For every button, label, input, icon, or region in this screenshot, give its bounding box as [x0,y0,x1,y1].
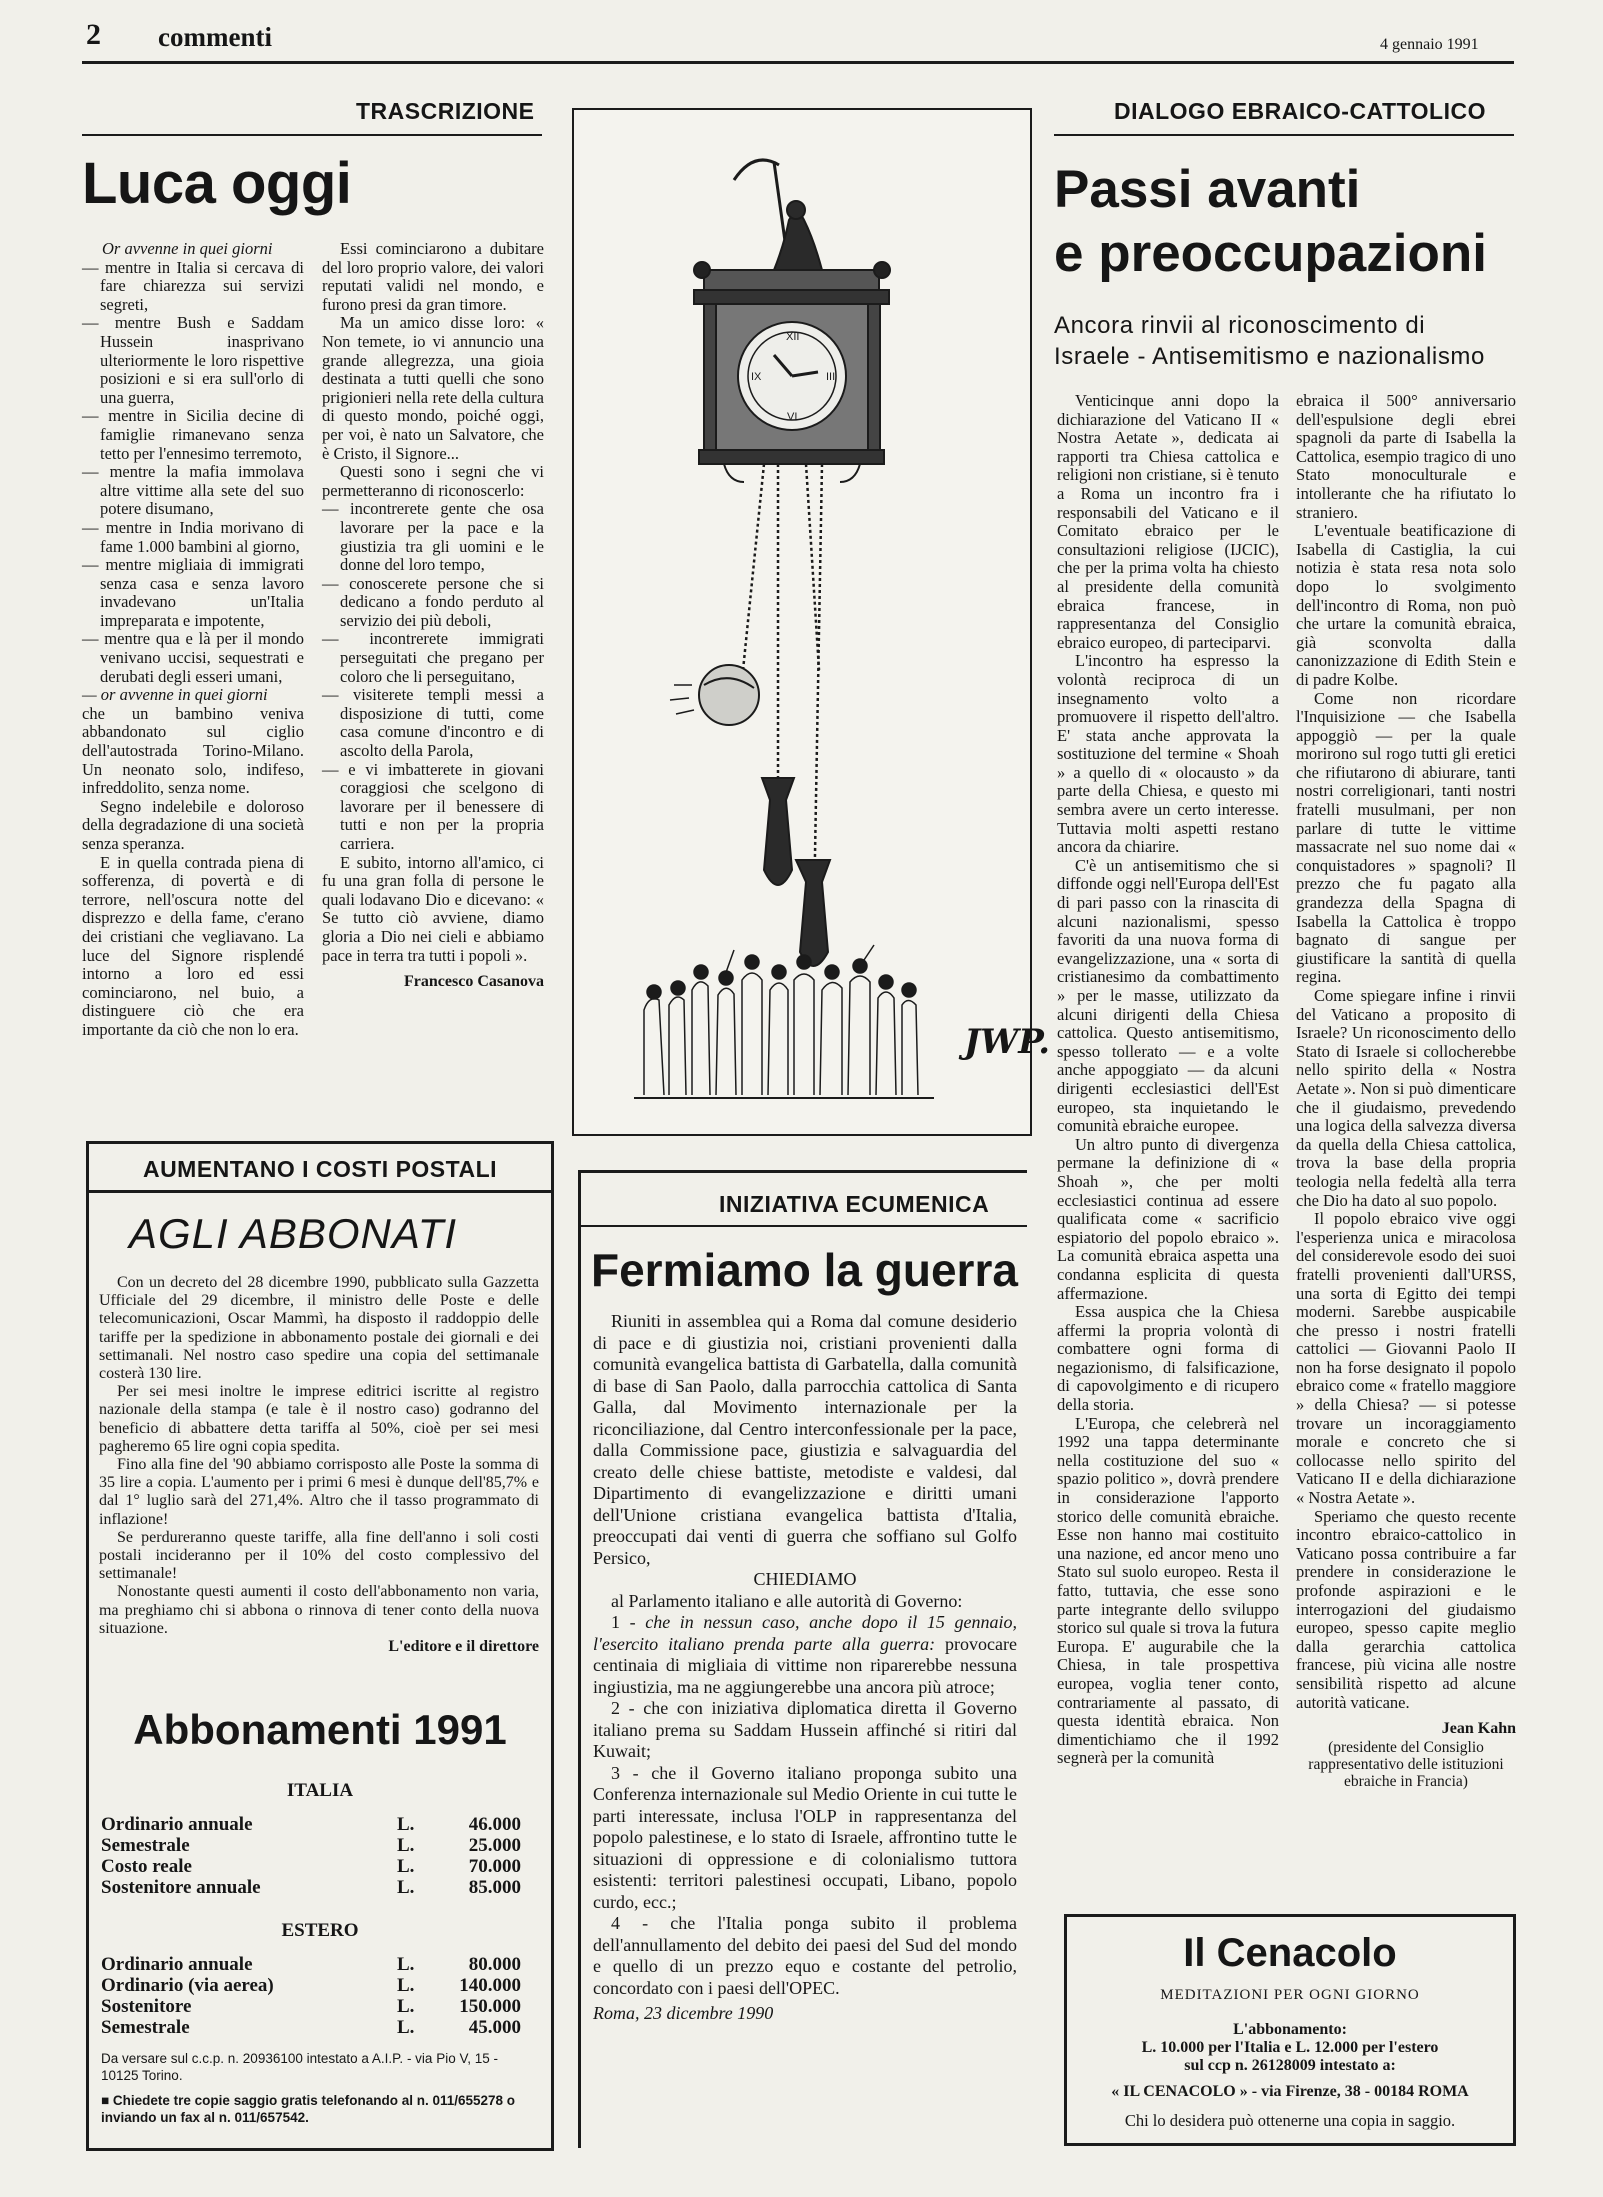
postal-text [99,1274,539,1656]
cenacolo-subscription [1067,2021,1513,2075]
list-item: — incontrerete gente che osa lavorare per la pace e la giustizia tra gli uomini e le donne del loro tempo, [322,500,544,574]
paragraph: L'incontro ha espresso la volontà reciproca di un insegnamento volto a promuovere il rispetto dell'altro. E' stata anche approvata la sostituzione del termine « Shoah » a quello di « olocausto » da parte della Chiesa, e questo mi sembra avere un certo interesse. Tuttavia molti aspetti restano ancora da chiarire. [1057,651,1279,857]
article-dialogo-col2 [1296,392,1516,1790]
svg-text:VI: VI [787,411,798,423]
ecumenical-box [578,1170,1027,2148]
paragraph: Speriamo che questo recente incontro ebraico-cattolico in Vaticano possa contribuire a far prendere in considerazione le profonde aspirazioni e le interrogazioni del giudaismo europeo, spesso capite meglio dalla gerarchia cattolica francese, più vicina alle nostre sensibilità rispetto ad alcune autorità vaticane. [1296,1506,1516,1712]
paragraph: Se perdureranno queste tariffe, alla fine dell'anno i soli costi postali incideranno per il 10% del costo complessivo del settimanale! [99,1528,539,1583]
items-list [82,259,304,705]
cenacolo-account-line: sul ccp n. 26128009 intestato a: [1184,2057,1396,2074]
author-casanova: Francesco Casanova [404,973,544,991]
paragraph: Con un decreto del 28 dicembre 1990, pubblicato sulla Gazzetta Ufficiale del 29 dicembre, il ministro delle Poste e delle telecomunicazioni, Oscar Mammì, ha disposto il raddoppio delle tariffe per la spedizione in abbonamento postale dei giornali e dei settimanali. Nel nostro caso spedire una copia del settimanale costerà 130 lire. [99,1274,539,1383]
kicker-costi-postali: AUMENTANO I COSTI POSTALI [142,1156,498,1182]
paragraph: ebraica il 500° anniversario dell'espulsione degli ebrei spagnoli da parte di Isabella la Cattolica, esempio tragico di uno Stato monoculturale e intollerante che ha rifiutato lo straniero. [1296,391,1516,522]
label-estero: ESTERO [281,1920,359,1941]
headline-line-1: Passi avanti [1054,160,1361,219]
cenacolo-address: « IL CENACOLO » - via Firenze, 38 - 00184 ROMA [1111,2083,1469,2100]
cenacolo-sub-heading: L'abbonamento: [1233,2021,1347,2038]
cenacolo-note: Chi lo desidera può ottenerne una copia in saggio. [1124,2111,1456,2130]
place-date: Roma, 23 dicembre 1990 [593,2003,774,2023]
sample-note: ■ Chiedete tre copie saggio gratis telefonando al n. 011/655278 o inviando un fax al n. 011/657542. [101,2093,516,2125]
price-row: Semestrale L. 45.000 [101,2017,521,2038]
intro-line: Or avvenne in quei giorni [102,239,273,258]
clock-body [694,262,890,482]
price-row: Sostenitore annuale L. 85.000 [101,1877,521,1898]
paragraph: C'è un antisemitismo che si diffonde oggi nell'Europa dell'Est di pari passo con la rinascita di alcuni nazionalismi, spesso favoriti da una nuova forma di evangelizzazione, una « sorta di cristianesimo da combattimento » per le masse, utilizzato da alcuni dirigenti della Chiesa cattolica. Questo antisemitismo, spesso tollerato — e a volte anche appoggiato — da alcuni dirigenti ecclesiastici dell'Est europeo, sta inquietando le comunità ebraiche europee. [1057,855,1279,1136]
bullet-square-icon: ■ [101,2093,113,2108]
headline-passi-avanti [1054,158,1524,286]
list-item: — incontrerete immigrati perseguitati che pregano per coloro che li perseguitano, [322,630,544,686]
list-item: — mentre in India morivano di fame 1.000 bambini al giorno, [82,519,304,556]
title-il-cenacolo: Il Cenacolo [1183,1931,1397,1975]
price-row: Costo reale L. 70.000 [101,1856,521,1877]
cenacolo-price-line: L. 10.000 per l'Italia e L. 12.000 per l'estero [1141,2039,1439,2056]
list-item: — visiterete templi messi a disposizione di tutti, come casa comune d'incontro e di ascolto della Parola, [322,686,544,760]
payment-note: Da versare sul c.c.p. n. 20936100 intestato a A.I.P. - via Pio V, 15 - 10125 Torino. [101,2051,498,2083]
author-role: (presidente del Consiglio rappresentativo delle istituzioni ebraiche in Francia) [1308,1738,1504,1790]
postal-subscription-box [86,1141,554,2151]
price-table-estero [101,1954,521,2038]
paragraph: Come non ricordare l'Inquisizione — che Isabella appoggiò — per la quale morirono sul rogo tutti gli eretici che rifiutarono di abiurare, tanti nostri correligionari, tanti nostri fratelli musulmani, per non parlare di tutte le vittime massacrate nel suo nome dai « conquistadores » spagnoli? Il prezzo che fu pagato alla grandezza della Spagna di Isabella la Cattolica è troppo bagnato di sangue per giustificare la santità di quella regina. [1296,688,1516,987]
list-item: — mentre migliaia di immigrati senza casa e senza lavoro invadevano un'Italia impreparata e impotente, [82,556,304,630]
label-italia: ITALIA [286,1780,354,1801]
price-row: Ordinario annuale L. 46.000 [101,1814,521,1835]
cartoonist-signature: JWP. [964,1022,1051,1062]
globe-pendulum [670,665,759,725]
point-3: 3 - che il Governo italiano proponga subito una Conferenza internazionale sul Medio Oriente in cui tutte le parti interessate, inclusa l'OLP in rappresentanza del popolo palestinese, e lo stato di Israele, affrontino tutte le situazioni di oppressione e di colonialismo tuttora esistenti: territori palestinesi occupati, Libano, popolo curdo, ecc.; [593,1762,1018,1912]
bomb-weights [762,778,830,966]
svg-text:XII: XII [786,331,800,343]
paragraph: Essa auspica che la Chiesa affermi la propria volontà di combattere ogni forma di negazionismo, di falsificazione, di capovolgimento e di ricupero della storia. [1057,1302,1279,1415]
list-item: — mentre qua e là per il mondo venivano uccisi, sequestrati e derubati degli esseri umani, [82,630,304,686]
paragraph: E subito, intorno all'amico, ci fu una gran folla di persone le quali lodavano Dio e dicevano: « Se tutto ciò avviene, diamo gloria a Dio nei cieli e abbiamo pace in terra tra tutti i popoli ». [322,852,544,965]
cartoon-frame [572,108,1051,1136]
paragraph: L'eventuale beatificazione di Isabella di Castiglia, la cui notizia è stata resa nota solo dopo lo svolgimento dell'incontro di Roma, non può che urtare la comunità ebraica, già sconvolta dalla canonizzazione di Edith Stein e di padre Kolbe. [1296,521,1516,689]
kicker-dialogo: DIALOGO EBRAICO-CATTOLICO [1114,98,1486,124]
list-item: — mentre in Italia si cercava di fare chiarezza sui servizi segreti, [82,259,304,315]
article-luca-oggi-col2 [322,240,544,992]
paragraph: Il popolo ebraico vive oggi l'esperienza unica e miracolosa del considerevole esodo dei suoi fratelli provenienti dall'URSS, una sorta di Egitto dei tempi moderni. Sarebbe auspicabile che presso i nostri fratelli cattolici — Giovanni Paolo II non ha forse designato il popolo ebraico come « fratello maggiore » della Chiesa? — si potesse trovare un incoraggiamento morale e concreto che si collocasse nello spirito del Vaticano II e della dichiarazione « Nostra Aetate ». [1296,1209,1516,1508]
headline-line-2: e preoccupazioni [1054,224,1487,283]
kicker-trascrizione: TRASCRIZIONE [356,98,535,124]
list-item: — conoscerete persone che si dedicano a fondo perduto al servizio dei più deboli, [322,575,544,631]
headline-luca-oggi: Luca oggi [82,151,352,216]
ecumenical-text [593,1311,1017,2025]
svg-text:IX: IX [751,371,762,383]
paragraph: E in quella contrada piena di sofferenza, di povertà e di terrore, nell'oscura notte del disprezzo e della fame, c'erano dei cristiani che vegliavano. La luce del Signore risplendé intorno a loro ed essi cominciarono, nel buio, a distinguere ciò che era importante da ciò che non lo era. [82,852,304,1039]
kicker-rule-1 [82,134,542,136]
paragraph: che un bambino veniva abbandonato sul ciglio dell'autostrada Torino-Milano. Un neonato solo, indifeso, infreddolito, senza nome. [82,703,304,798]
subtitle-line-2: Israele - Antisemitismo e nazionalismo [1054,343,1485,370]
price-row: Ordinario annuale L. 80.000 [101,1954,521,1975]
issue-date: 4 gennaio 1991 [1380,36,1479,53]
headline-fermiamo-guerra: Fermiamo la guerra [591,1244,1018,1296]
price-row: Semestrale L. 25.000 [101,1835,521,1856]
price-row: Sostenitore L. 150.000 [101,1996,521,2017]
paragraph: L'Europa, che celebrerà nel 1992 una tappa determinante nella costituzione del suo « spazio politico », dovrà prendere in considerazione l'apporto storico delle comunità ebraiche. Esse non hanno mai costituito una nazione, ed ancor meno uno Stato sul suolo europeo. Resta il fatto, tuttavia, che esse sono parte integrante dello sviluppo storico sul quale si trova la futura Europa. E' augurabile che la Chiesa, in tale prospettiva europea, voglia tener conto, contrariamente al passato, di questa identità ebraica. Non dimentichiamo che il 1992 segnerà per la comunità [1057,1413,1279,1768]
list-item: — mentre in Sicilia decine di famiglie rimanevano senza tetto per l'ennesimo terremoto, [82,407,304,463]
svg-text:III: III [826,371,836,383]
point-4: 4 - che l'Italia ponga subito il problema dell'annullamento del debito dei paesi del Sud del mondo e quello di un prezzo equo e costante del petrolio, concordato con i paesi dell'OPEC. [593,1913,1018,1998]
kicker-rule-3 [1054,134,1514,136]
reaper-figure [734,160,822,270]
subtitle-passi-avanti [1054,310,1485,372]
paragraph: Essi cominciarono a dubitare del loro proprio valore, dei valori reputati validi nel mondo, e furono presi da gran timore. [322,239,544,314]
postal-rule [89,1190,551,1193]
ecumenical-rule [581,1225,1027,1227]
paragraph: Riuniti in assemblea qui a Roma dal comune desiderio di pace e di giustizia noi, cristiani provenienti dalla comunità evangelica battista di Garbatella, dalla comunità di base di San Paolo, dalla parrocchia cattolica di Santa Galla, dal Movimento internazionale per la riconciliazione, dal Centro interconfessionale per la pace, dalla Commissione pace, giustizia e salvaguardia del creato delle chiese battiste, metodiste e valdesi, dal Dipartimento di evangelizzazione e diritti umani dell'Unione cristiana evangelica battista d'Italia, preoccupati dai venti di guerra che soffiano sul Golfo Persico, [593,1311,1017,1568]
price-row: Ordinario (via aerea) L. 140.000 [101,1975,521,1996]
header-rule [82,61,1514,64]
paragraph: al Parlamento italiano e alle autorità di Governo: [611,1590,963,1611]
kicker-iniziativa: INIZIATIVA ECUMENICA [719,1191,990,1217]
postal-signature: L'editore e il direttore [388,1638,539,1656]
section-name: commenti [158,22,272,52]
list-item: — mentre Bush e Saddam Hussein inasprivano ulteriormente le loro rispettive posizioni e si era sull'orlo di una guerra, [82,314,304,407]
list-item-outro: — or avvenne in quei giorni [82,686,304,705]
crowd-figures [634,945,934,1098]
paragraph: Come spiegare infine i rinvii del Vaticano a proposito di Israele? Un riconoscimento dello Stato di Israele si collocherebbe nello spirito della « Nostra Aetate ». Non si può dimenticare che il giudaismo, prevedendo una logica della salvezza diversa da quella della Chiesa cattolica, trova la base della propria teologia nella fedeltà alla terra che Dio ha dato al suo popolo. [1296,986,1516,1210]
paragraph: Per sei mesi inoltre le imprese editrici iscritte al registro nazionale della stampa (e tale è il nostro caso) godranno del beneficio di abbattere detta tariffa al 50%, cioè per sei mesi pagheremo 65 lire ogni copia spedita. [99,1383,539,1455]
page-number: 2 [86,18,101,51]
paragraph: Ma un amico disse loro: « Non temete, io vi annuncio una grande allegrezza, una gioia destinata a tutti quelli che sono prigionieri nella rete della cultura di questo mondo, poiché oggi, per voi, è nato un Salvatore, che è Cristo, il Signore... [322,313,544,463]
request-heading: CHIEDIAMO [753,1569,857,1589]
price-table-italia [101,1814,521,1898]
author-kahn: Jean Kahn [1441,1720,1516,1738]
paragraph: Nonostante questi aumenti il costo dell'abbonamento non varia, ma preghiamo chi si abbona o rinnova di tener conto della nuova situazione. [99,1583,539,1637]
point-2: 2 - che con iniziativa diplomatica diretta il Governo italiano premа su Saddam Hussein affinché si ritiri dal Kuwait; [593,1698,1017,1761]
cenacolo-subtitle: MEDITAZIONI PER OGNI GIORNO [1160,1987,1420,2003]
cenacolo-box [1064,1914,1516,2146]
cuckoo-clock-cartoon [574,110,1030,1134]
paragraph: Questi sono i segni che vi permetteranno di riconoscerlo: [322,462,544,500]
paragraph: Segno indelebile e doloroso della degradazione di una società senza speranza. [82,796,304,853]
paragraph: Un altro punto di divergenza permane la definizione di « Shoah », che per molti ecclesiastici continua ad essere qualificata come « sacrificio espiatorio del popolo ebraico ». La comunità ebraica aspetta una condanna esplicita di questa affermazione. [1057,1134,1279,1303]
paragraph: Venticinque anni dopo la dichiarazione del Vaticano II « Nostra Aetate », dedicata ai rapporti tra Chiesa cattolica e religioni non cristiane, si è tenuto a Roma un incontro fra i responsabili del Vaticano e il Comitato ebraico per le consultazioni religiose (IJCIC), che per la prima volta ha chiesto al presidente della comunità ebraica francese, in rappresentanza del Consiglio ebraico europeo, di parteciparvi. [1057,391,1279,652]
point-1: 1 - che in nessun caso, anche dopo il 15 gennaio, l'esercito italiano prenda parte alla guerra: provocare centinaia di migliaia di vittime non riparerebbe nessuna ingiustizia, ma ne aggiungerebbe una ancora più atroce; [593,1612,1017,1697]
article-dialogo-col1 [1057,392,1279,1768]
list-item: — mentre la mafia immolava altre vittime alla sete del suo potere disumano, [82,463,304,519]
title-abbonamenti-1991: Abbonamenti 1991 [133,1706,507,1753]
article-luca-oggi-col1 [82,240,304,1040]
title-agli-abbonati: AGLI ABBONATI [129,1210,458,1257]
subtitle-line-1: Ancora rinvii al riconoscimento di [1054,312,1426,339]
paragraph: Fino alla fine del '90 abbiamo corrisposto alle Poste la somma di 35 lire a copia. L'aumento per i primi 6 mesi è dunque dell'85,7% e dal 1° luglio sarà del 271,4%. Altro che il tasso programmato di inflazione! [99,1456,539,1528]
list-item: — e vi imbatterete in giovani coraggiosi che scelgono di lavorare per il benessere di tutti e non per la propria carriera. [322,761,544,854]
signs-list [322,500,544,853]
